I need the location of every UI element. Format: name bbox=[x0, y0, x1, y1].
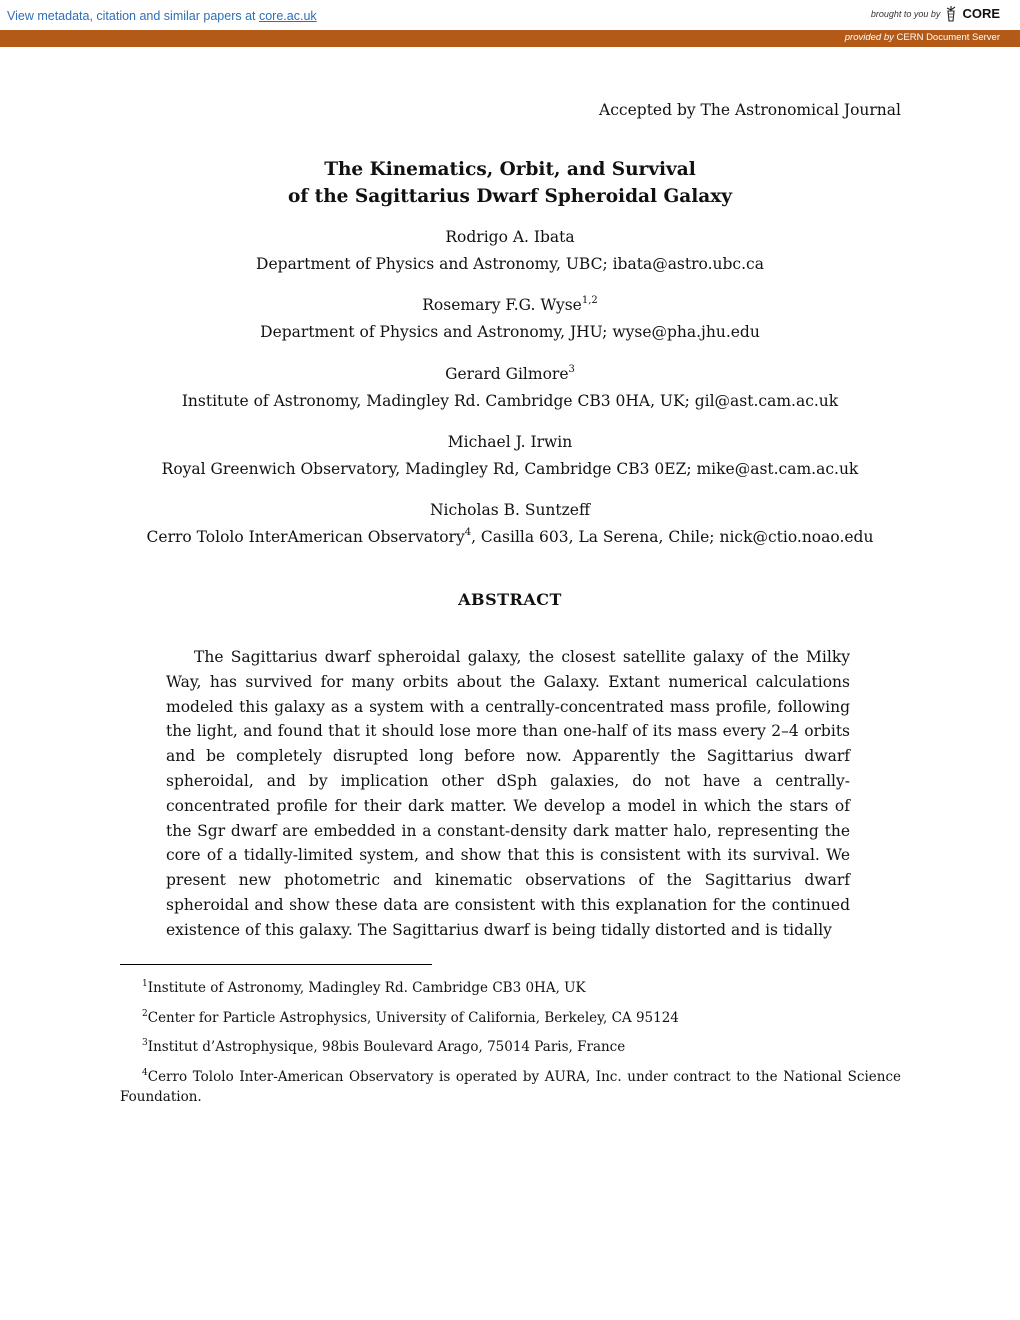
author-name: Michael J. Irwin bbox=[447, 433, 573, 451]
author-affiliation: Department of Physics and Astronomy, JHU; wyse@pha.jhu.edu bbox=[260, 323, 760, 341]
abstract-heading: ABSTRACT bbox=[458, 590, 562, 609]
title-line-1: The Kinematics, Orbit, and Survival bbox=[324, 159, 696, 180]
core-provider-text bbox=[845, 32, 1000, 43]
author-affiliation: Institute of Astronomy, Madingley Rd. Cambridge CB3 0HA, UK; gil@ast.cam.ac.uk bbox=[181, 392, 839, 410]
footnote: $^2$Center for Particle Astrophysics, University of California, Berkeley, CA 95124 bbox=[142, 1008, 679, 1026]
provider-name[interactable]: CERN Document Server bbox=[896, 32, 1000, 43]
core-provider-bar bbox=[0, 30, 1020, 47]
footnote: $^3$Institut d’Astrophysique, 98bis Boulevard Arago, 75014 Paris, France bbox=[142, 1038, 626, 1056]
title-line-2: of the Sagittarius Dwarf Spheroidal Galaxy bbox=[287, 186, 733, 207]
author-block bbox=[0, 361, 1020, 415]
footnotes bbox=[120, 978, 901, 1116]
author-affiliation: Department of Physics and Astronomy, UBC; ibata@astro.ubc.ca bbox=[256, 255, 764, 273]
abstract-body bbox=[166, 645, 850, 943]
abstract-text: The Sagittarius dwarf spheroidal galaxy, the closest satellite galaxy of the Milky Way, has survived for many orbits about the Galaxy. Extant numerical calculations modeled this galaxy as a system with a centrally-concentrated mass profile, following the light, and found that it should lose more than one-half of its mass every 2–4 orbits and be completely disrupted long before now. Apparently the Sagittarius dwarf spheroidal, and by implication other dSph galaxies, do not have a centrally-concentrated profile for their dark matter. We develop a model in which the stars of the Sgr dwarf are embedded in a constant-density dark matter halo, representing the core of a tidally-limited system, and show that this is consistent with its survival. We present new photometric and kinematic observations of the Sagittarius dwarf spheroidal and show these data are consistent with this explanation for the continued existence of this galaxy. The Sagittarius dwarf is being tidally distorted and is tidally bbox=[166, 648, 850, 939]
author-affiliation: Cerro Tololo InterAmerican Observatory$^4$, Casilla 603, La Serena, Chile; nick@ctio.noao.edu bbox=[146, 527, 874, 546]
author-name: Nicholas B. Suntzeff bbox=[429, 501, 590, 519]
core-banner bbox=[0, 0, 1020, 30]
author-name: Gerard Gilmore$^3$ bbox=[445, 364, 575, 383]
author-affiliation: Royal Greenwich Observatory, Madingley Rd, Cambridge CB3 0EZ; mike@ast.cam.ac.uk bbox=[161, 460, 859, 478]
footnote: $^4$Cerro Tololo Inter-American Observatory is operated by AURA, Inc. under contract to the National Science Foundation. bbox=[120, 1067, 901, 1105]
author-name: Rosemary F.G. Wyse$^{1,2}$ bbox=[422, 295, 598, 314]
author-block bbox=[0, 292, 1020, 346]
core-logo-icon bbox=[944, 5, 958, 23]
author-block bbox=[0, 224, 1020, 278]
footnote: $^1$Institute of Astronomy, Madingley Rd. Cambridge CB3 0HA, UK bbox=[142, 979, 586, 996]
footnote-rule bbox=[120, 964, 432, 965]
author-block bbox=[0, 497, 1020, 551]
core-name: CORE bbox=[962, 6, 1000, 21]
core-metadata-text bbox=[7, 9, 317, 23]
acceptance-note: Accepted by The Astronomical Journal bbox=[599, 101, 901, 119]
core-brought-by: brought to you by bbox=[870, 9, 941, 19]
core-link[interactable]: core.ac.uk bbox=[258, 9, 317, 23]
core-metadata-label: View metadata, citation and similar papers at bbox=[7, 9, 259, 23]
paper-title bbox=[0, 156, 1020, 210]
author-block bbox=[0, 429, 1020, 483]
core-brand[interactable] bbox=[871, 5, 1000, 23]
provided-by-label: provided by bbox=[844, 32, 894, 43]
author-name: Rodrigo A. Ibata bbox=[445, 228, 575, 246]
